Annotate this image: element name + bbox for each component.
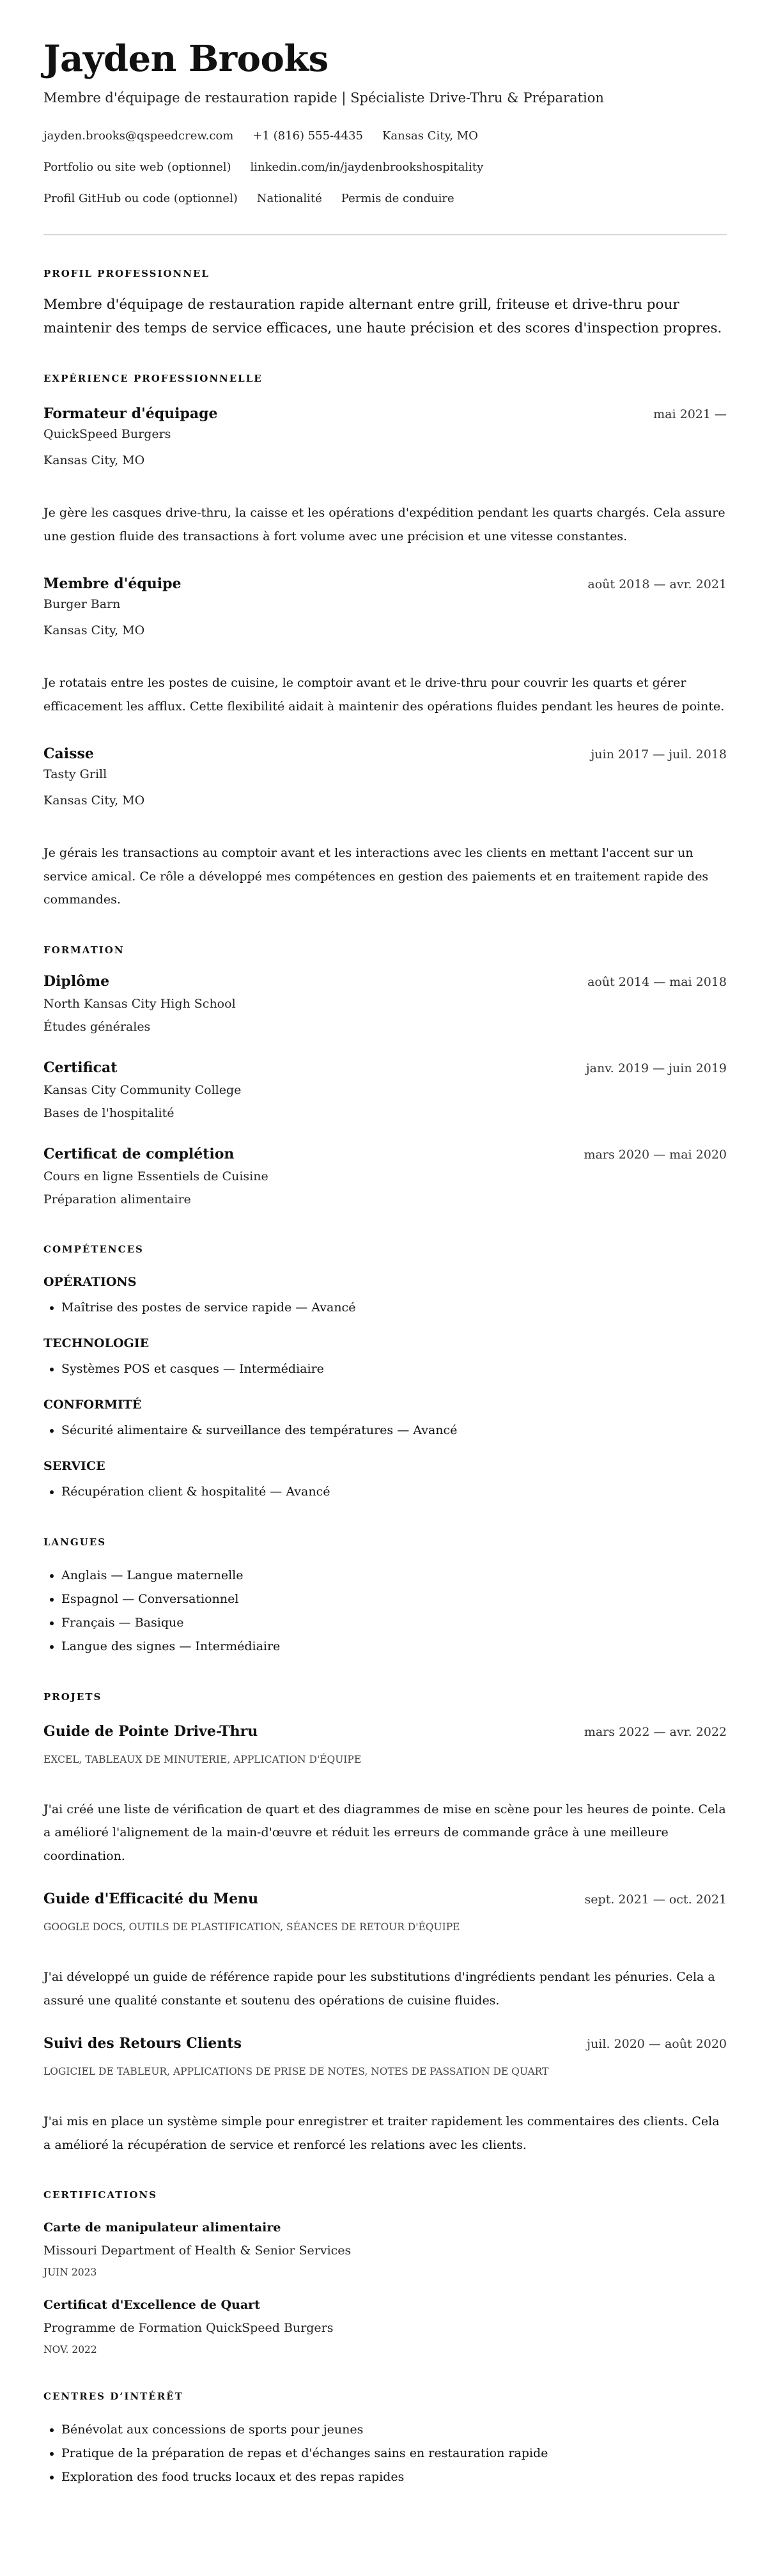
- section-heading: CERTIFICATIONS: [43, 2189, 157, 2201]
- drivers-license: Permis de conduire: [341, 192, 454, 205]
- resume-header: [43, 38, 727, 208]
- school: North Kansas City High School: [43, 996, 236, 1011]
- education-dates: mars 2020 — mai 2020: [584, 1147, 727, 1162]
- job-description: Je gère les casques drive-thru, la caisse et les opérations d'expédition pendant les quarts chargés. Cela assure une gestion fluide des transactions à fort volume avec une précision et une vitesse constantes.: [43, 506, 725, 543]
- certification-entry: [43, 2219, 727, 2281]
- project-description: J'ai développé un guide de référence rapide pour les substitutions d'ingrédients pendant les pénuries. Cela a assuré une qualité constante et soutenu des opérations de cuisine fluides.: [43, 1970, 715, 2008]
- contact-row: [43, 190, 727, 208]
- projects-section: [43, 1690, 727, 2157]
- profile-summary: Membre d'équipage de restauration rapide alternant entre grill, friteuse et drive-thru pour maintenir des temps de service efficaces, une haute précision et des scores d'inspection propres.: [43, 297, 722, 336]
- interests-section: [43, 2390, 727, 2489]
- section-heading: FORMATION: [43, 944, 125, 956]
- skill-list: [43, 1419, 727, 1442]
- interest-item: • Bénévolat aux concessions de sports pour jeunes: [61, 2418, 727, 2442]
- degree: Diplôme: [43, 972, 110, 990]
- project-title: Guide de Pointe Drive-Thru: [43, 1722, 258, 1740]
- project-dates: juil. 2020 — août 2020: [587, 2037, 727, 2051]
- job-title: Formateur d'équipage: [43, 405, 218, 422]
- skill-item: • Systèmes POS et casques — Intermédiaire: [61, 1357, 727, 1381]
- school: Kansas City Community College: [43, 1082, 242, 1097]
- contact-row: [43, 127, 727, 145]
- project-tools: LOGICIEL DE TABLEUR, APPLICATIONS DE PRISE DE NOTES, NOTES DE PASSATION DE QUART: [43, 2066, 549, 2077]
- nationality: Nationalité: [256, 192, 322, 205]
- language-list: [43, 1564, 727, 1659]
- education-dates: août 2014 — mai 2018: [587, 974, 727, 989]
- interest-list: [43, 2418, 727, 2489]
- company: Burger Barn: [43, 597, 121, 611]
- field-of-study: Études générales: [43, 1019, 151, 1034]
- company: Tasty Grill: [43, 767, 107, 781]
- project-tools: GOOGLE DOCS, OUTILS DE PLASTIFICATION, SÉANCES DE RETOUR D'ÉQUIPE: [43, 1921, 460, 1933]
- project-entry: [43, 1889, 727, 2012]
- experience-section: [43, 372, 727, 912]
- job-location: Kansas City, MO: [43, 623, 145, 637]
- skill-category: OPÉRATIONS: [43, 1274, 137, 1289]
- language-item: • Espagnol — Conversationnel: [61, 1588, 727, 1611]
- language-item: • Anglais — Langue maternelle: [61, 1564, 727, 1588]
- project-title: Suivi des Retours Clients: [43, 2035, 242, 2052]
- project-dates: mars 2022 — avr. 2022: [584, 1724, 727, 1739]
- experience-entry: [43, 403, 727, 548]
- project-tools: EXCEL, TABLEAUX DE MINUTERIE, APPLICATION D'ÉQUIPE: [43, 1753, 362, 1765]
- education-entry: [43, 1144, 727, 1211]
- job-description: Je gérais les transactions au comptoir avant et les interactions avec les clients en mettant l'accent sur un service amical. Ce rôle a développé mes compétences en gestion des paiements et en traitement rapide des commandes.: [43, 846, 709, 907]
- section-heading: LANGUES: [43, 1536, 107, 1548]
- project-entry: [43, 1721, 727, 1868]
- section-heading: EXPÉRIENCE PROFESSIONNELLE: [43, 373, 263, 384]
- section-heading: COMPÉTENCES: [43, 1243, 144, 1255]
- job-dates: août 2018 — avr. 2021: [587, 577, 727, 591]
- skill-category: TECHNOLOGIE: [43, 1336, 150, 1350]
- interest-item: • Exploration des food trucks locaux et des repas rapides: [61, 2465, 727, 2489]
- job-dates: juin 2017 — juil. 2018: [591, 747, 727, 761]
- degree: Certificat: [43, 1059, 118, 1076]
- certification-issuer: Programme de Formation QuickSpeed Burgers: [43, 2321, 334, 2335]
- skill-category: SERVICE: [43, 1458, 105, 1473]
- language-item: • Français — Basique: [61, 1611, 727, 1635]
- skill-list: [43, 1357, 727, 1381]
- certification-title: Carte de manipulateur alimentaire: [43, 2221, 281, 2235]
- school: Cours en ligne Essentiels de Cuisine: [43, 1169, 268, 1183]
- certification-entry: [43, 2296, 727, 2358]
- project-title: Guide d'Efficacité du Menu: [43, 1891, 259, 1907]
- section-heading: CENTRES D’INTÉRÊT: [43, 2391, 183, 2402]
- project-description: J'ai créé une liste de vérification de quart et des diagrammes de mise en scène pour les heures de pointe. Cela a amélioré l'alignement de la main-d'œuvre et réduit les erreurs de commande grâce à une meilleure coordination.: [43, 1802, 726, 1863]
- job-title: Caisse: [43, 745, 94, 762]
- project-dates: sept. 2021 — oct. 2021: [584, 1893, 727, 1907]
- field-of-study: Bases de l'hospitalité: [43, 1105, 174, 1120]
- job-location: Kansas City, MO: [43, 793, 145, 808]
- interest-item: • Pratique de la préparation de repas et d'échanges sains en restauration rapide: [61, 2442, 727, 2465]
- skills-section: [43, 1243, 727, 1504]
- job-dates: mai 2021 —: [653, 407, 727, 421]
- certification-date: NOV. 2022: [43, 2344, 97, 2355]
- skill-item: • Récupération client & hospitalité — Avancé: [61, 1480, 727, 1504]
- section-heading: PROFIL PROFESSIONNEL: [43, 268, 210, 279]
- education-entry: [43, 971, 727, 1038]
- skill-item: • Sécurité alimentaire & surveillance des températures — Avancé: [61, 1419, 727, 1442]
- language-item: • Langue des signes — Intermédiaire: [61, 1635, 727, 1659]
- project-description: J'ai mis en place un système simple pour enregistrer et traiter rapidement les commentaires des clients. Cela a amélioré la récupération de service et renforcé les relations avec les clients.: [43, 2114, 720, 2152]
- headline: Membre d'équipage de restauration rapide | Spécialiste Drive-Thru & Préparation: [43, 90, 604, 105]
- field-of-study: Préparation alimentaire: [43, 1192, 191, 1206]
- skill-category: CONFORMITÉ: [43, 1397, 142, 1412]
- location: Kansas City, MO: [382, 129, 478, 143]
- education-dates: janv. 2019 — juin 2019: [585, 1061, 727, 1075]
- job-location: Kansas City, MO: [43, 453, 145, 467]
- portfolio-link[interactable]: Portfolio ou site web (optionnel): [43, 160, 231, 174]
- section-heading: PROJETS: [43, 1690, 102, 1703]
- skill-item: • Maîtrise des postes de service rapide — Avancé: [61, 1296, 727, 1320]
- profile-section: [43, 267, 727, 340]
- languages-section: [43, 1536, 727, 1659]
- phone[interactable]: +1 (816) 555-4435: [252, 129, 363, 143]
- certification-date: JUIN 2023: [43, 2267, 97, 2278]
- github-link[interactable]: Profil GitHub ou code (optionnel): [43, 192, 238, 205]
- linkedin-link[interactable]: linkedin.com/in/jaydenbrookshospitality: [250, 160, 484, 174]
- project-entry: [43, 2033, 727, 2157]
- candidate-name: Jayden Brooks: [43, 38, 329, 80]
- email[interactable]: jayden.brooks@qspeedcrew.com: [43, 129, 234, 143]
- contact-row: [43, 159, 727, 176]
- education-section: [43, 944, 727, 1211]
- certification-title: Certificat d'Excellence de Quart: [43, 2298, 260, 2312]
- education-entry: [43, 1058, 727, 1125]
- company: QuickSpeed Burgers: [43, 427, 171, 441]
- job-description: Je rotatais entre les postes de cuisine, le comptoir avant et le drive-thru pour couvrir les quarts et gérer efficacement les afflux. Cette flexibilité aidait à maintenir des opérations fluides pendant les heures de pointe.: [43, 676, 725, 714]
- certification-issuer: Missouri Department of Health & Senior Services: [43, 2244, 352, 2258]
- skill-list: [43, 1480, 727, 1504]
- header-divider: [43, 234, 727, 235]
- experience-entry: [43, 574, 727, 718]
- certifications-section: [43, 2189, 727, 2358]
- degree: Certificat de complétion: [43, 1145, 235, 1162]
- job-title: Membre d'équipe: [43, 575, 182, 592]
- experience-entry: [43, 744, 727, 912]
- skill-list: [43, 1296, 727, 1320]
